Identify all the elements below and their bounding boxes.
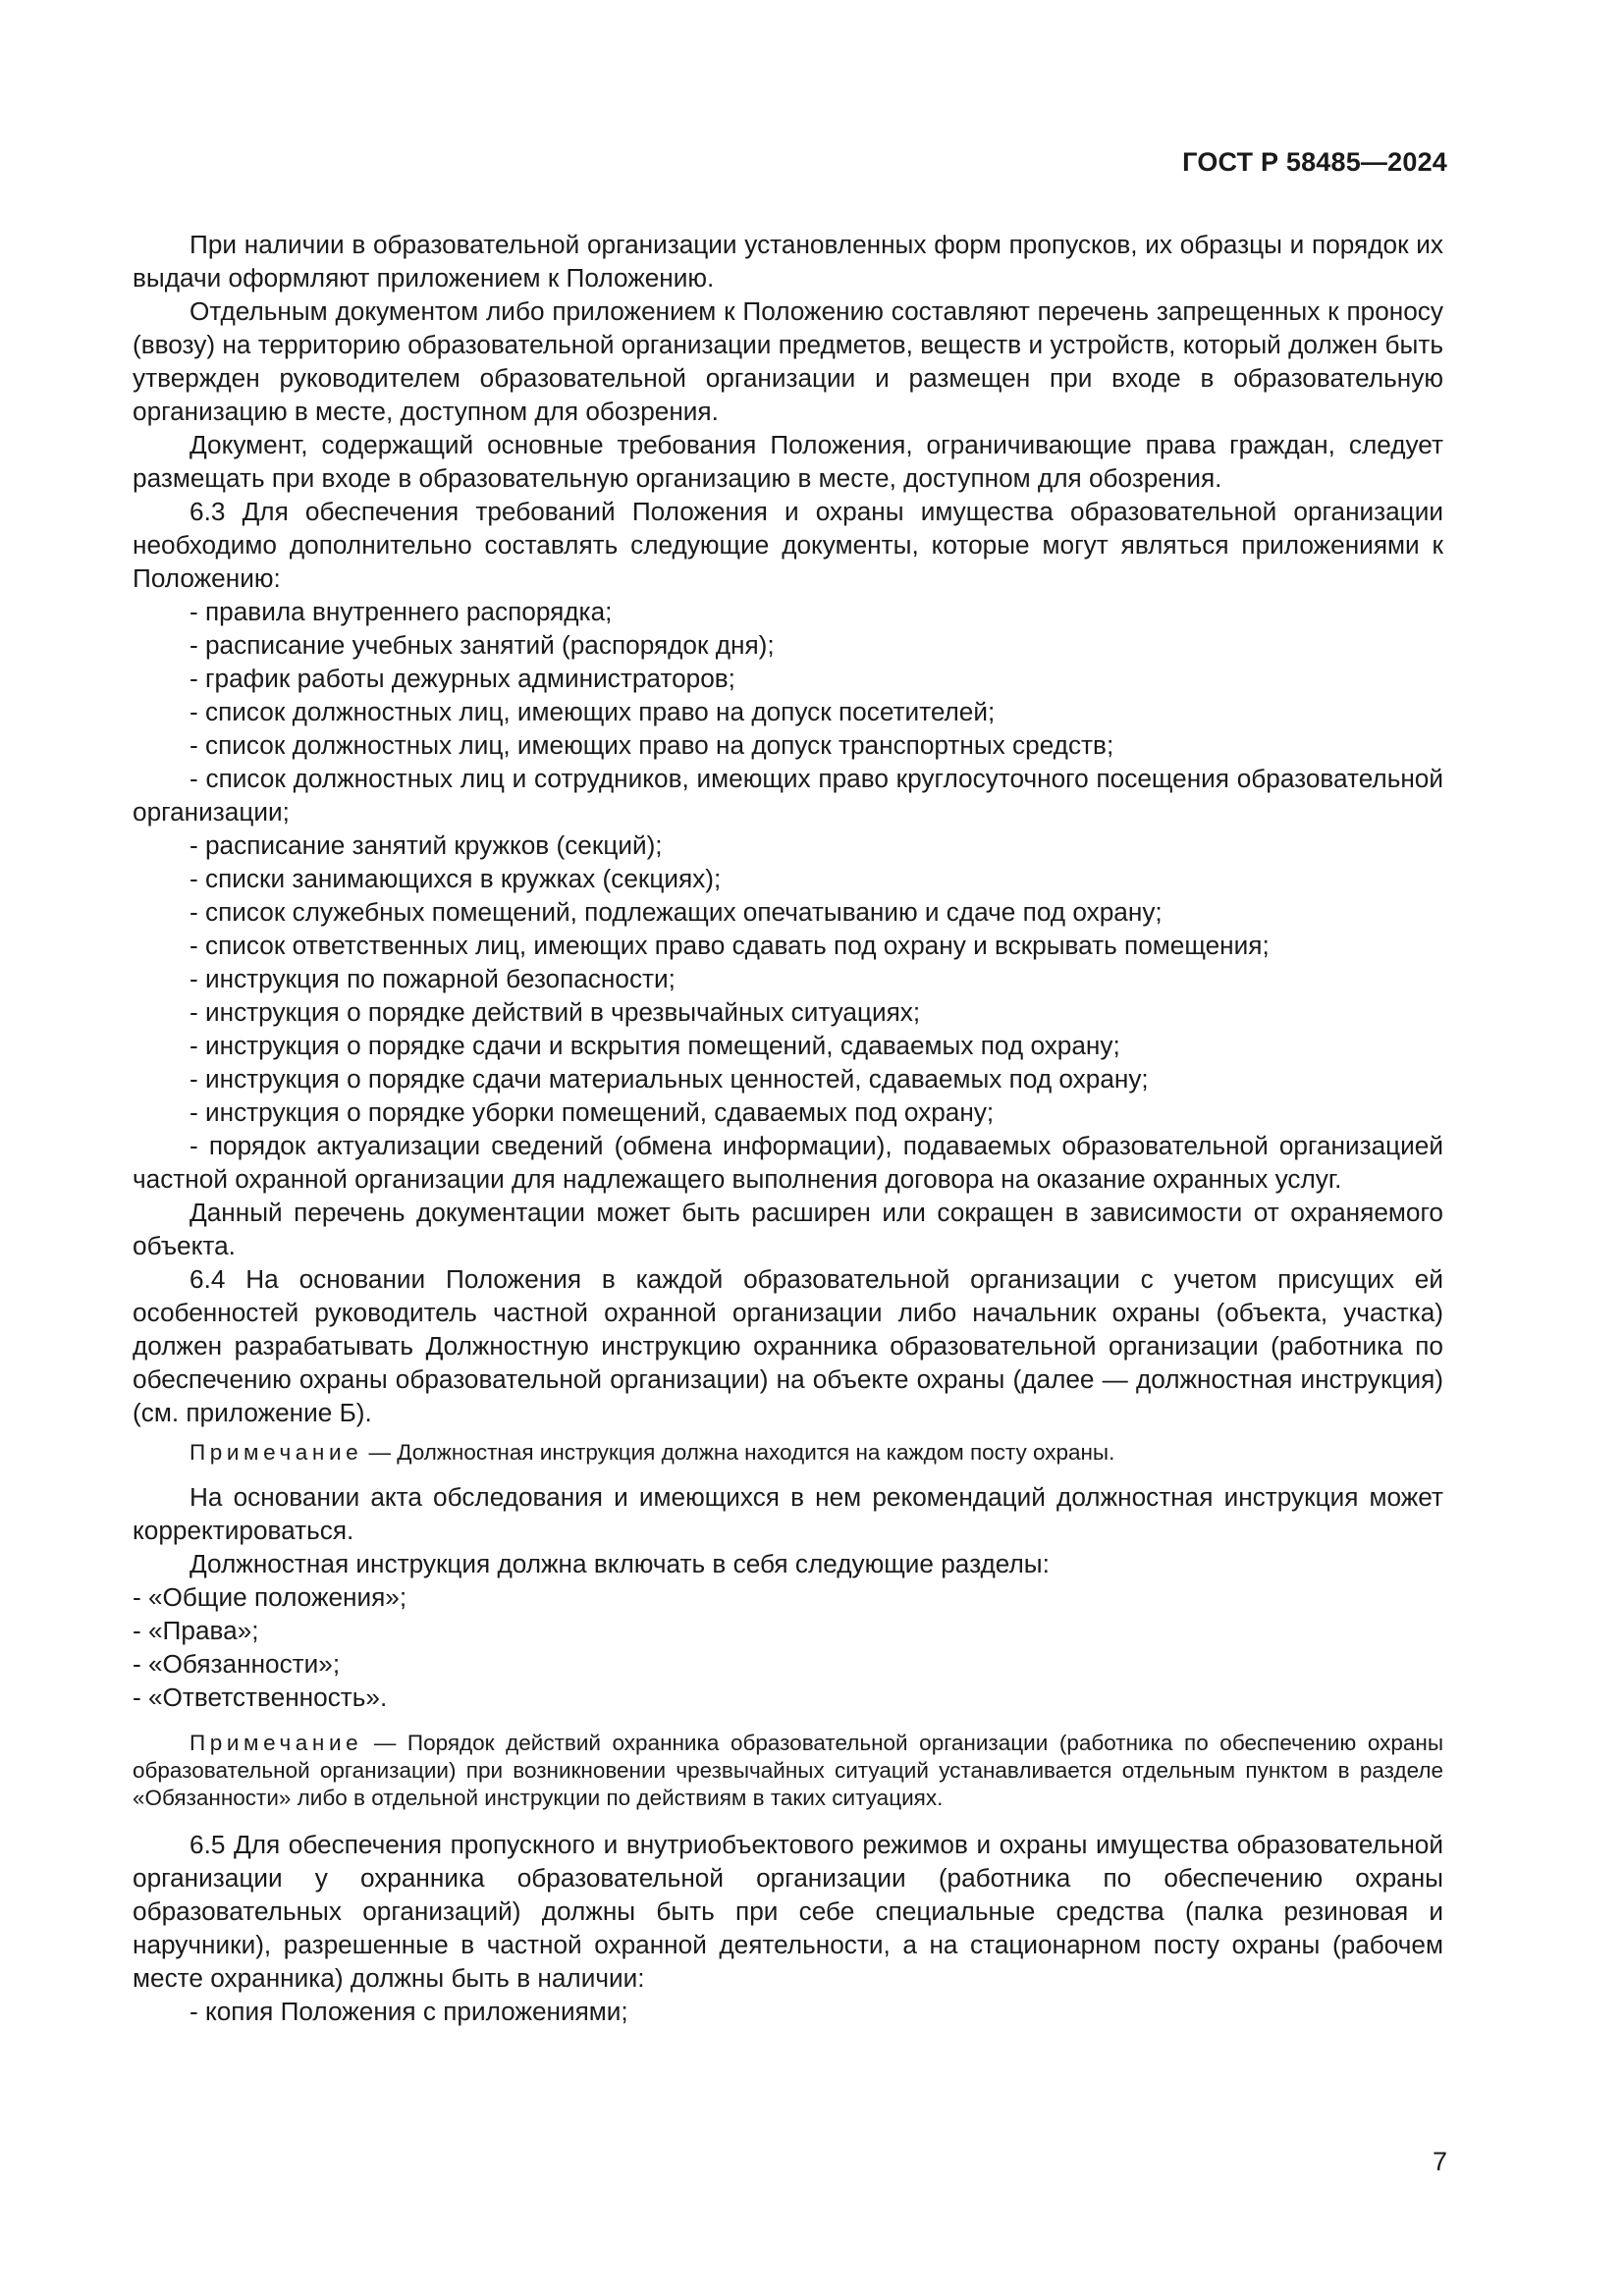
list-item: - «Права»;	[133, 1616, 259, 1645]
paragraph: Документ, содержащий основные требования Положения, ограничивающие права граждан, следует размещать при входе в образовательную организацию в месте, доступном для обозрения.	[133, 430, 1443, 493]
document-code: ГОСТ Р 58485—2024	[1182, 147, 1447, 177]
paragraph: Данный перечень документации может быть расширен или сокращен в зависимости от охраняемого объекта.	[133, 1198, 1443, 1260]
note-text: — Должностная инструкция должна находится на каждом посту охраны.	[362, 1440, 1115, 1465]
note-label: Примечание	[189, 1731, 363, 1755]
note	[133, 1439, 1443, 1467]
document-body	[133, 228, 1443, 2028]
list-item: - список должностных лиц и сотрудников, имеющих право круглосуточного посещения образовательной организации;	[133, 764, 1443, 827]
section-6-3: 6.3 Для обеспечения требований Положения и охраны имущества образовательной организации необходимо дополнительно составлять следующие документы, которые могут являться приложениями к Положению:	[133, 497, 1443, 593]
list-item: - список должностных лиц, имеющих право на допуск посетителей;	[189, 697, 996, 726]
list-item: - инструкция по пожарной безопасности;	[189, 964, 676, 993]
paragraph: Должностная инструкция должна включать в себя следующие разделы:	[189, 1549, 1050, 1578]
paragraph: При наличии в образовательной организации установленных форм пропусков, их образцы и порядок их выдачи оформляют приложением к Положению.	[133, 230, 1443, 293]
paragraph: На основании акта обследования и имеющихся в нем рекомендаций должностная инструкция может корректироваться.	[133, 1482, 1443, 1545]
required-documents-list	[133, 595, 1443, 1196]
list-item: - список ответственных лиц, имеющих право сдавать под охрану и вскрывать помещения;	[189, 931, 1270, 960]
list-item: - список должностных лиц, имеющих право на допуск транспортных средств;	[189, 730, 1114, 760]
section-6-5: 6.5 Для обеспечения пропускного и внутриобъектового режимов и охраны имущества образовательной организации у охранника образовательной организации (работника по обеспечению охраны образовательных организаций) должны быть при себе специальные средства (палка резиновая и наручники), разрешенные в частной охранной деятельности, а на стационарном посту охраны (рабочем месте охранника) должны быть в наличии:	[133, 1830, 1443, 1993]
list-item: - инструкция о порядке сдачи материальных ценностей, сдаваемых под охрану;	[189, 1064, 1149, 1094]
list-item: - «Общие положения»;	[133, 1582, 407, 1612]
list-item: - расписание занятий кружков (секций);	[189, 830, 663, 860]
list-item: - списки занимающихся в кружках (секциях);	[189, 864, 722, 893]
list-item: - список служебных помещений, подлежащих опечатыванию и сдаче под охрану;	[189, 897, 1163, 927]
list-item: - график работы дежурных администраторов;	[189, 664, 735, 693]
list-item: - «Ответственность».	[133, 1682, 388, 1712]
list-item: - порядок актуализации сведений (обмена информации), подаваемых образовательной организацией частной охранной организации для надлежащего выполнения договора на оказание охранных услуг.	[133, 1131, 1443, 1194]
list-item: - инструкция о порядке уборки помещений, сдаваемых под охрану;	[189, 1097, 995, 1127]
list-item: - расписание учебных занятий (распорядок дня);	[189, 630, 775, 660]
note-text: — Порядок действий охранника образовательной организации (работника по обеспечению охраны образовательной организации) при возникновении чрезвычайных ситуаций устанавливается отдельным пунктом в разделе «Обязанности» либо в отдельной инструкции по действиям в таких ситуациях.	[133, 1731, 1443, 1810]
equipment-list	[133, 1995, 1443, 2028]
list-item: - правила внутреннего распорядка;	[189, 597, 613, 626]
paragraph: Отдельным документом либо приложением к Положению составляют перечень запрещенных к проносу (ввозу) на территорию образовательной организации предметов, веществ и устройств, который должен быть утвержден руководителем образовательной организации и размещен при входе в образовательную организацию в месте, доступном для обозрения.	[133, 296, 1443, 426]
page-number: 7	[1432, 2147, 1447, 2176]
list-item: - копия Положения с приложениями;	[189, 1997, 628, 2026]
instruction-sections-list	[133, 1580, 1443, 1714]
note-label: Примечание	[189, 1440, 363, 1465]
section-6-4: 6.4 На основании Положения в каждой образовательной организации с учетом присущих ей особенностей руководитель частной охранной организации либо начальник охраны (объекта, участка) должен разрабатывать Должностную инструкцию охранника образовательной организации (работника по обеспечению охраны образовательной организации) на объекте охраны (далее — должностная инструкция) (см. приложение Б).	[133, 1264, 1443, 1427]
list-item: - инструкция о порядке действий в чрезвычайных ситуациях;	[189, 997, 921, 1027]
list-item: - «Обязанности»;	[133, 1649, 341, 1679]
list-item: - инструкция о порядке сдачи и вскрытия помещений, сдаваемых под охрану;	[189, 1031, 1120, 1060]
note	[133, 1730, 1443, 1812]
